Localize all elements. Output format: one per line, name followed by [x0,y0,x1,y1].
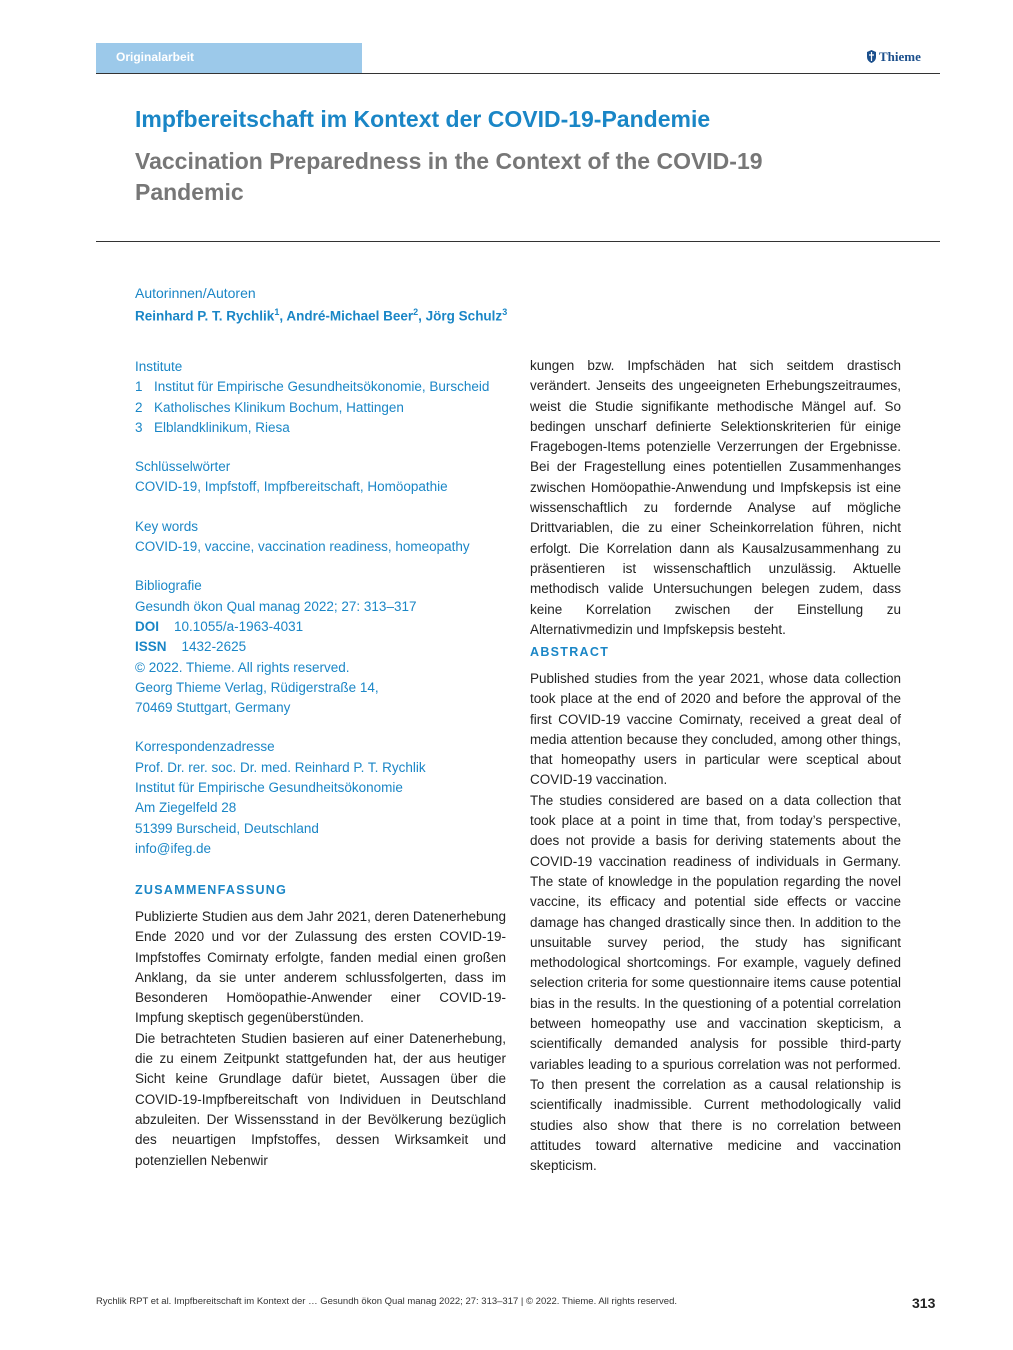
title-rule [96,241,940,242]
issn-line [135,637,515,657]
page-number: 313 [912,1295,936,1311]
issn-label: ISSN [135,639,167,655]
institute-text: Katholisches Klinikum Bochum, Hattingen [154,399,404,415]
zusammenfassung-text: Publizierte Studien aus dem Jahr 2021, deren Datenerhebung Ende 2020 und vor der Zulassung des ersten COVID-19-Impfstoffes Comirnaty erfolgte, fanden medial einen großen Anklang, da sie unter anderem schlussfolgerten, dass im Besonderen Homöopathie-Anwender einer COVID-19-Impfung skeptisch gegenüberstünden. [135,909,506,1026]
institute-number: 1 [135,379,143,395]
journal-citation: Gesundh ökon Qual manag 2022; 27: 313–317 [135,598,417,614]
author-affiliation: 1 [274,307,280,317]
institutes-block [135,357,515,438]
bibliografie-label: Bibliografie [135,578,202,594]
keywords-block [135,517,515,558]
author-name: Reinhard P. T. Rychlik [135,308,275,324]
institute-number: 2 [135,399,143,415]
korrespondenz-name: Prof. Dr. rer. soc. Dr. med. Reinhard P. T. Rychlik [135,759,426,775]
korrespondenz-institution: Institut für Empirische Gesundheitsökonomie [135,780,403,796]
publisher-address: Georg Thieme Verlag, Rüdigerstraße 14, [135,679,379,695]
doi-link[interactable]: 10.1055/a-1963-4031 [174,618,304,634]
schluesselwoerter-label: Schlüsselwörter [135,459,231,475]
institute-text: Elblandklinikum, Riesa [154,419,290,435]
zusammenfassung-paragraph-1 [135,907,506,1171]
abstract-body [530,669,901,1176]
schluesselwoerter-text: COVID-19, Impfstoff, Impfbereitschaft, Homöopathie [135,479,448,495]
title-german: Impfbereitschaft im Kontext der COVID-19-Pandemie [135,106,711,132]
korrespondenz-street: Am Ziegelfeld 28 [135,800,237,816]
institute-item [135,418,515,438]
zusammenfassung-heading: ZUSAMMENFASSUNG [135,883,288,897]
institute-item [135,398,515,418]
abstract-heading: ABSTRACT [530,645,610,659]
footer-citation: Rychlik RPT et al. Impfbereitschaft im Kontext der … Gesundh ökon Qual manag 2022; 27: 313–317 | © 2022. Thieme. All rights reserved. [96,1296,678,1307]
header-rule [96,73,940,74]
institute-item [135,377,515,397]
keywords-label: Key words [135,518,199,534]
abstract-paragraph-1: Published studies from the year 2021, whose data collection took place at the end of 2020 and before the approval of the first COVID-19 vaccine Comirnaty, received a great deal of media attention because they concluded, among other things, that homeopathy users in particular were sceptical about COVID-19 vaccination. [530,671,901,788]
author-name: André-Michael Beer [286,308,414,324]
publisher-brand [866,49,921,65]
keywords-text: COVID-19, vaccine, vaccination readiness, homeopathy [135,539,470,555]
korrespondenz-label: Korrespondenzadresse [135,739,275,755]
korrespondenz-city: 51399 Burscheid, Deutschland [135,820,319,836]
bibliografie-block [135,576,515,718]
brand-name: Thieme [879,49,921,64]
title-english: Vaccination Preparedness in the Context of the COVID-19 Pandemic [135,148,763,205]
abstract-paragraph-2: The studies considered are based on a data collection that took place at a point in time that, from today’s perspective, does not provide a basis for deriving statements about the COVID-19 vaccination readiness of individuals in Germany. The state of knowledge in the population regarding the novel vaccine, its efficacy and potential side effects or vaccine damage has changed drastically since then. In addition to the unsuitable survey period, the study has significant methodological shortcomings. For example, vaguely defined selection criteria for some questionnaire items cause potential bias in the results. In the questioning of a potential correlation between homeopathy use and vaccination skepticism, a scientifically demanded analysis for possible third-party variables leading to a spurious correlation was not performed. To then present the correlation as a causal relationship is scientifically inadmissible. Current methodologically valid studies also show that there is no correlation between attitudes toward alternative medicine and vaccination skepticism. [530,792,901,1174]
author-name: Jörg Schulz [425,308,503,324]
author-affiliation: 3 [502,307,508,317]
issn-value: 1432-2625 [181,639,247,655]
authors-label: Autorinnen/Autoren [135,285,256,301]
doi-line [135,617,515,637]
section-label: Originalarbeit [96,43,362,74]
zusammenfassung-paragraph-2-start: Die betrachteten Studien basieren auf einer Datenerhebung, die zu einem Zeitpunkt stattgefunden hat, der aus heutiger Sicht keine Grundlage dafür bietet, Aussagen über die COVID-19-Impfbereitschaft von Individuen in Deutschland abzuleiten. Der Wissensstand in der Bevölkerung bezüglich des neuartigen Impfstoffes, dessen Wirksamkeit und potenziellen Nebenwir [135,1030,506,1168]
institute-number: 3 [135,419,143,435]
metadata-column [135,357,515,878]
author-names: Reinhard P. T. Rychlik$^1$, André-Michael Beer$^2$, Jörg Schulz$^3$ [135,307,508,324]
copyright-line: © 2022. Thieme. All rights reserved. [135,659,350,675]
publisher-city: 70469 Stuttgart, Germany [135,700,291,716]
institutes-label: Institute [135,359,183,374]
schluesselwoerter-block [135,457,515,498]
thieme-logo-icon [866,50,877,63]
doi-label: DOI [135,618,160,634]
zusammenfassung-text-continued: kungen bzw. Impfschäden hat sich seitdem drastisch verändert. Jenseits des ungeeigneten Erhebungszeitraumes, weist die Studie signifikante methodische Mängel auf. So bedingen unscharf definierte Selektionskriterien für einige Fragebogen-Items potenzielle Verzerrungen der Ergebnisse. Bei der Fragestellung eines potentiellen Zusammenhanges zwischen Homöopathie-Anwendung und Impfskepsis ist eine wissenschaftlich zu fordernde Analyse auf mögliche Drittvariablen, die zu einer Scheinkorrelation führen, nicht erfolgt. Die Korrelation dann als Kausalzusammenhang zu präsentieren ist wissenschaftlich unzulässig. Aktuelle methodisch valide Untersuchungen belegen zudem, dass keine Korrelation zwischen der Einstellung zu Alternativmedizin und Impfskepsis besteht. [530,358,901,637]
author-affiliation: 2 [413,307,419,317]
korrespondenz-email[interactable]: info@ifeg.de [135,840,212,856]
zusammenfassung-paragraph-2 [530,356,901,640]
authors-block [135,284,507,326]
institute-text: Institut für Empirische Gesundheitsökonomie, Burscheid [154,379,490,395]
korrespondenz-block [135,737,515,859]
